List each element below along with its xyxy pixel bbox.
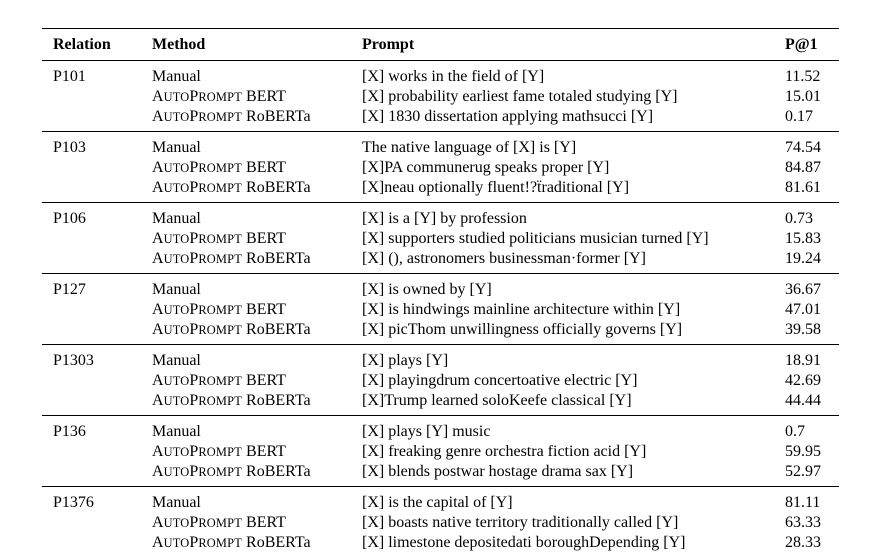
header-method: Method [141, 29, 351, 61]
relation-cell [42, 87, 141, 107]
p-at-1-cell: 19.24 [785, 249, 839, 274]
relation-group-p1376 [42, 487, 839, 557]
method-cell: AUTOPROMPT BERT [141, 300, 351, 320]
method-cell: AUTOPROMPT RoBERTa [141, 462, 351, 487]
relation-cell: P103 [42, 132, 141, 159]
relation-cell: P136 [42, 416, 141, 443]
method-cell: AUTOPROMPT BERT [141, 371, 351, 391]
table-row [42, 107, 839, 132]
p-at-1-cell: 81.11 [785, 487, 839, 514]
prompt-cell: [X] is hindwings mainline architecture within [Y] [351, 300, 785, 320]
table-row [42, 132, 839, 159]
relation-cell: P1376 [42, 487, 141, 514]
relation-cell [42, 462, 141, 487]
results-table [42, 28, 839, 557]
prompt-cell: [X] is a [Y] by profession [351, 203, 785, 230]
table-row [42, 513, 839, 533]
method-cell: AUTOPROMPT BERT [141, 513, 351, 533]
relation-cell [42, 371, 141, 391]
method-cell: AUTOPROMPT RoBERTa [141, 107, 351, 132]
prompt-cell: [X] (), astronomers businessman·former [Y] [351, 249, 785, 274]
relation-cell: P101 [42, 61, 141, 88]
p-at-1-cell: 52.97 [785, 462, 839, 487]
relation-cell [42, 320, 141, 345]
prompt-cell: [X] freaking genre orchestra fiction acid [Y] [351, 442, 785, 462]
relation-cell [42, 178, 141, 203]
prompt-cell: [X] boasts native territory traditionally called [Y] [351, 513, 785, 533]
relation-group-p1303 [42, 345, 839, 416]
p-at-1-cell: 0.73 [785, 203, 839, 230]
prompt-cell: [X]Trump learned soloKeefe classical [Y] [351, 391, 785, 416]
relation-group-p127 [42, 274, 839, 345]
table-row [42, 178, 839, 203]
method-cell: Manual [141, 132, 351, 159]
method-cell: AUTOPROMPT BERT [141, 158, 351, 178]
table-row [42, 533, 839, 557]
prompt-cell: [X]PA communerug speaks proper [Y] [351, 158, 785, 178]
prompt-cell: [X] plays [Y] music [351, 416, 785, 443]
relation-group-p103 [42, 132, 839, 203]
prompt-cell: [X] is owned by [Y] [351, 274, 785, 301]
p-at-1-cell: 11.52 [785, 61, 839, 88]
prompt-cell: [X] playingdrum concertoative electric [Y] [351, 371, 785, 391]
prompt-cell: [X] works in the field of [Y] [351, 61, 785, 88]
p-at-1-cell: 36.67 [785, 274, 839, 301]
table-row [42, 274, 839, 301]
relation-cell [42, 158, 141, 178]
method-cell: Manual [141, 416, 351, 443]
prompt-cell: [X] plays [Y] [351, 345, 785, 372]
relation-cell [42, 229, 141, 249]
relation-cell [42, 513, 141, 533]
table-row [42, 203, 839, 230]
method-cell: Manual [141, 487, 351, 514]
relation-cell: P106 [42, 203, 141, 230]
p-at-1-cell: 42.69 [785, 371, 839, 391]
method-cell: AUTOPROMPT RoBERTa [141, 320, 351, 345]
header-p-at-1: P@1 [785, 29, 839, 61]
table-row [42, 345, 839, 372]
table-row [42, 371, 839, 391]
p-at-1-cell: 28.33 [785, 533, 839, 557]
method-cell: Manual [141, 274, 351, 301]
relation-cell: P1303 [42, 345, 141, 372]
prompt-cell: [X] probability earliest fame totaled studying [Y] [351, 87, 785, 107]
relation-cell [42, 300, 141, 320]
method-cell: AUTOPROMPT RoBERTa [141, 533, 351, 557]
table-row [42, 300, 839, 320]
prompt-cell: [X] supporters studied politicians musician turned [Y] [351, 229, 785, 249]
table-row [42, 416, 839, 443]
p-at-1-cell: 15.83 [785, 229, 839, 249]
method-cell: Manual [141, 61, 351, 88]
header-row [42, 29, 839, 61]
prompt-cell: The native language of [X] is [Y] [351, 132, 785, 159]
prompt-cell: [X] blends postwar hostage drama sax [Y] [351, 462, 785, 487]
method-cell: AUTOPROMPT BERT [141, 442, 351, 462]
results-table-container [42, 28, 839, 557]
table-row [42, 487, 839, 514]
relation-cell [42, 249, 141, 274]
table-row [42, 158, 839, 178]
method-cell: AUTOPROMPT BERT [141, 229, 351, 249]
p-at-1-cell: 47.01 [785, 300, 839, 320]
method-cell: AUTOPROMPT BERT [141, 87, 351, 107]
method-cell: Manual [141, 345, 351, 372]
prompt-cell: [X] 1830 dissertation applying mathsucci [Y] [351, 107, 785, 132]
relation-cell [42, 107, 141, 132]
p-at-1-cell: 39.58 [785, 320, 839, 345]
table-header [42, 29, 839, 61]
table-row [42, 249, 839, 274]
prompt-cell: [X] limestone depositedati boroughDepending [Y] [351, 533, 785, 557]
method-cell: AUTOPROMPT RoBERTa [141, 249, 351, 274]
p-at-1-cell: 81.61 [785, 178, 839, 203]
table-row [42, 61, 839, 88]
method-cell: AUTOPROMPT RoBERTa [141, 178, 351, 203]
p-at-1-cell: 44.44 [785, 391, 839, 416]
relation-group-p101 [42, 61, 839, 132]
method-cell: AUTOPROMPT RoBERTa [141, 391, 351, 416]
p-at-1-cell: 63.33 [785, 513, 839, 533]
table-row [42, 320, 839, 345]
p-at-1-cell: 74.54 [785, 132, 839, 159]
relation-cell [42, 442, 141, 462]
prompt-cell: [X] is the capital of [Y] [351, 487, 785, 514]
p-at-1-cell: 84.87 [785, 158, 839, 178]
p-at-1-cell: 0.7 [785, 416, 839, 443]
relation-cell: P127 [42, 274, 141, 301]
method-cell: Manual [141, 203, 351, 230]
header-prompt: Prompt [351, 29, 785, 61]
relation-cell [42, 391, 141, 416]
table-row [42, 462, 839, 487]
table-row [42, 229, 839, 249]
p-at-1-cell: 18.91 [785, 345, 839, 372]
p-at-1-cell: 0.17 [785, 107, 839, 132]
relation-group-p106 [42, 203, 839, 274]
p-at-1-cell: 59.95 [785, 442, 839, 462]
prompt-cell: [X] picThom unwillingness officially governs [Y] [351, 320, 785, 345]
table-row [42, 391, 839, 416]
relation-cell [42, 533, 141, 557]
header-relation: Relation [42, 29, 141, 61]
table-row [42, 87, 839, 107]
prompt-cell: [X]neau optionally fluent!?ẗraditional [Y] [351, 178, 785, 203]
table-row [42, 442, 839, 462]
relation-group-p136 [42, 416, 839, 487]
p-at-1-cell: 15.01 [785, 87, 839, 107]
